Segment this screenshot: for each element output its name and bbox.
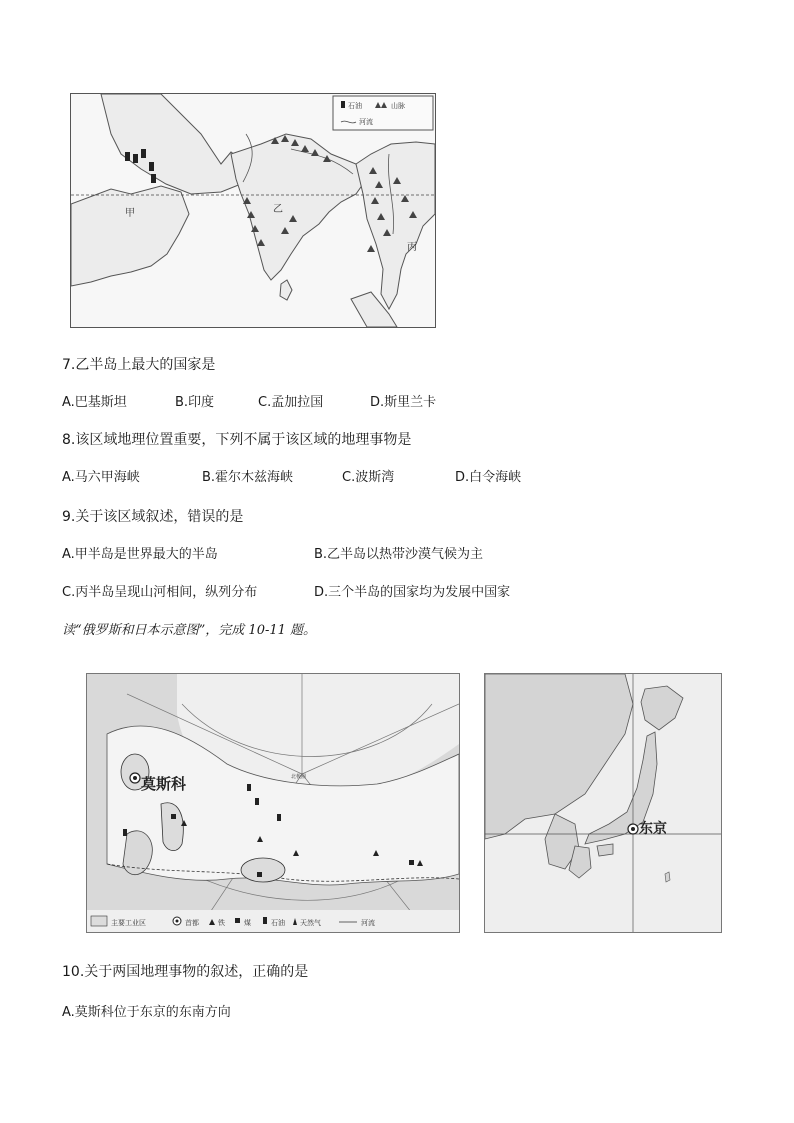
intro-10-11: 读“俄罗斯和日本示意图”，完成 10-11 题。 <box>62 623 317 638</box>
sri-lanka <box>280 280 292 300</box>
q8-option-d[interactable]: D.白令海峡 <box>455 470 522 485</box>
q7-option-d[interactable]: D.斯里兰卡 <box>370 395 437 410</box>
legend-river: 河流 <box>361 919 375 927</box>
q7-option-c[interactable]: C.孟加拉国 <box>258 395 324 410</box>
map-japan <box>484 673 722 933</box>
legend-coal: 煤 <box>244 919 251 927</box>
q7-option-a[interactable]: A.巴基斯坦 <box>62 395 127 410</box>
persia-coast <box>101 94 246 194</box>
map-russia-drawing <box>87 674 459 932</box>
label-arctic-circle: 北极圈 <box>291 774 307 780</box>
legend-gas: 天然气 <box>300 919 321 927</box>
oil-legend-icon <box>263 917 267 924</box>
map-south-asia <box>70 93 436 328</box>
q9-option-b[interactable]: B.乙半岛以热带沙漠气候为主 <box>314 547 484 562</box>
indochina <box>356 142 435 309</box>
question-9-stem: 9.关于该区域叙述，错误的是 <box>62 509 244 525</box>
label-jia: 甲 <box>125 208 135 219</box>
legend-oil: 石油 <box>271 919 285 927</box>
q8-option-a[interactable]: A.马六甲海峡 <box>62 470 140 485</box>
label-yi: 乙 <box>273 204 283 215</box>
legend-mountain: 山脉 <box>391 102 405 110</box>
kuzbass-industrial-zone <box>241 858 285 882</box>
industrial-legend-icon <box>91 916 107 926</box>
legend-capital: 首都 <box>185 919 199 927</box>
q7-option-b[interactable]: B.印度 <box>175 395 215 410</box>
question-10-stem: 10.关于两国地理事物的叙述，正确的是 <box>62 964 309 980</box>
q10-option-a[interactable]: A.莫斯科位于东京的东南方向 <box>62 1005 231 1020</box>
legend-iron: 铁 <box>218 919 225 927</box>
map-south-asia-drawing <box>71 94 435 327</box>
arabian-coast <box>71 186 189 286</box>
india-peninsula <box>231 134 363 280</box>
map-russia <box>86 673 460 933</box>
question-7-stem: 7.乙半岛上最大的国家是 <box>62 357 216 373</box>
legend-river: 河流 <box>359 118 373 126</box>
oil-legend-icon <box>341 101 345 108</box>
coal-legend-icon <box>235 918 240 923</box>
label-moscow: 莫斯科 <box>141 775 187 793</box>
q9-option-d[interactable]: D.三个半岛的国家均为发展中国家 <box>314 585 511 600</box>
legend-industrial: 主要工业区 <box>111 919 146 927</box>
q9-option-c[interactable]: C.丙半岛呈现山河相间，纵列分布 <box>62 585 258 600</box>
question-8-stem: 8.该区域地理位置重要，下列不属于该区域的地理事物是 <box>62 432 412 448</box>
label-bing: 丙 <box>407 242 417 253</box>
map-japan-drawing <box>485 674 721 932</box>
legend-oil: 石油 <box>348 102 362 110</box>
shikoku <box>597 844 613 856</box>
label-tokyo: 东京 <box>639 821 667 837</box>
q9-option-a[interactable]: A.甲半岛是世界最大的半岛 <box>62 547 218 562</box>
q8-option-b[interactable]: B.霍尔木兹海峡 <box>202 470 294 485</box>
q8-option-c[interactable]: C.波斯湾 <box>342 470 395 485</box>
